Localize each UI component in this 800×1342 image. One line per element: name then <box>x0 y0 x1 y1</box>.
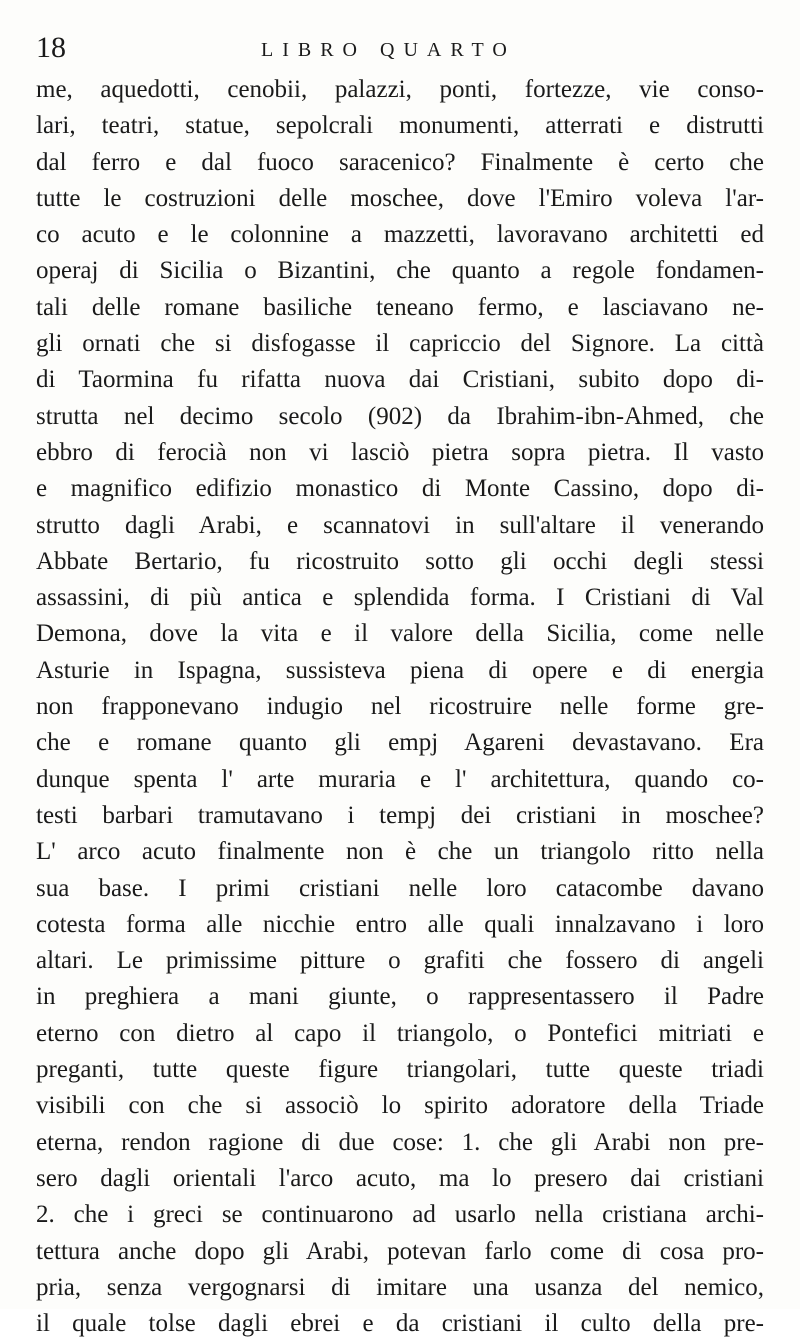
text-line: di Taormina fu rifatta nuova dai Cristiani, subito dopo di- <box>36 366 764 394</box>
text-line: Abbate Bertario, fu ricostruito sotto gli occhi degli stessi <box>36 547 764 575</box>
text-line: Asturie in Ispagna, sussisteva piena di opere e di energia <box>36 656 764 684</box>
text-line: tettura anche dopo gli Arabi, potevan farlo come di cosa pro- <box>36 1237 764 1265</box>
text-line: visibili con che si associò lo spirito adoratore della Triade <box>36 1092 764 1120</box>
text-line: testi barbari tramutavano i tempj dei cristiani in moschee? <box>36 801 764 829</box>
text-line: tutte le costruzioni delle moschee, dove l'Emiro voleva l'ar- <box>36 184 764 212</box>
text-line: strutto dagli Arabi, e scannatovi in sull'altare il venerando <box>36 511 764 539</box>
text-line: pria, senza vergognarsi di imitare una usanza del nemico, <box>36 1273 764 1301</box>
text-line: altari. Le primissime pitture o grafiti che fossero di angeli <box>36 947 764 975</box>
text-line: tali delle romane basiliche teneano fermo, e lasciavano ne- <box>36 293 764 321</box>
text-line: che e romane quanto gli empj Agareni devastavano. Era <box>36 729 764 757</box>
text-line: sua base. I primi cristiani nelle loro catacombe davano <box>36 874 764 902</box>
text-line: me, aquedotti, cenobii, palazzi, ponti, fortezze, vie conso- <box>36 76 764 103</box>
text-line: e magnifico edifizio monastico di Monte Cassino, dopo di- <box>36 475 764 503</box>
text-line: assassini, di più antica e splendida forma. I Cristiani di Val <box>36 584 764 612</box>
text-line: gli ornati che si disfogasse il capriccio del Signore. La città <box>36 330 764 358</box>
text-line: co acuto e le colonnine a mazzetti, lavoravano architetti ed <box>36 221 764 249</box>
body-text <box>36 72 764 1342</box>
text-line: non frapponevano indugio nel ricostruire nelle forme gre- <box>36 693 764 721</box>
text-line: preganti, tutte queste figure triangolari, tutte queste triadi <box>36 1056 764 1084</box>
page-header <box>36 28 760 68</box>
text-line: Demona, dove la vita e il valore della Sicilia, come nelle <box>36 620 764 648</box>
text-line: in preghiera a mani giunte, o rappresentassero il Padre <box>36 983 764 1011</box>
text-line: ebbro di ferocià non vi lasciò pietra sopra pietra. Il vasto <box>36 438 764 466</box>
text-line: 2. che i greci se continuarono ad usarlo nella cristiana archi- <box>36 1201 764 1229</box>
text-line: eterno con dietro al capo il triangolo, o Pontefici mitriati e <box>36 1019 764 1047</box>
text-line: lari, teatri, statue, sepolcrali monumenti, atterrati e distrutti <box>36 112 764 140</box>
text-line: eterna, rendon ragione di due cose: 1. che gli Arabi non pre- <box>36 1128 764 1156</box>
text-line: il quale tolse dagli ebrei e da cristiani il culto della pre- <box>36 1310 764 1338</box>
page-number: 18 <box>36 31 66 64</box>
text-line: dunque spenta l' arte muraria e l' architettura, quando co- <box>36 765 764 793</box>
text-line: operaj di Sicilia o Bizantini, che quanto a regole fondamen- <box>36 257 764 285</box>
text-line: sero dagli orientali l'arco acuto, ma lo presero dai cristiani <box>36 1164 764 1192</box>
text-line: L' arco acuto finalmente non è che un triangolo ritto nella <box>36 838 764 866</box>
text-line: strutta nel decimo secolo (902) da Ibrahim-ibn-Ahmed, che <box>36 402 764 430</box>
running-head: LIBRO QUARTO <box>261 39 516 61</box>
text-line: dal ferro e dal fuoco saracenico? Finalmente è certo che <box>36 148 764 176</box>
text-line: cotesta forma alle nicchie entro alle quali innalzavano i loro <box>36 910 764 938</box>
